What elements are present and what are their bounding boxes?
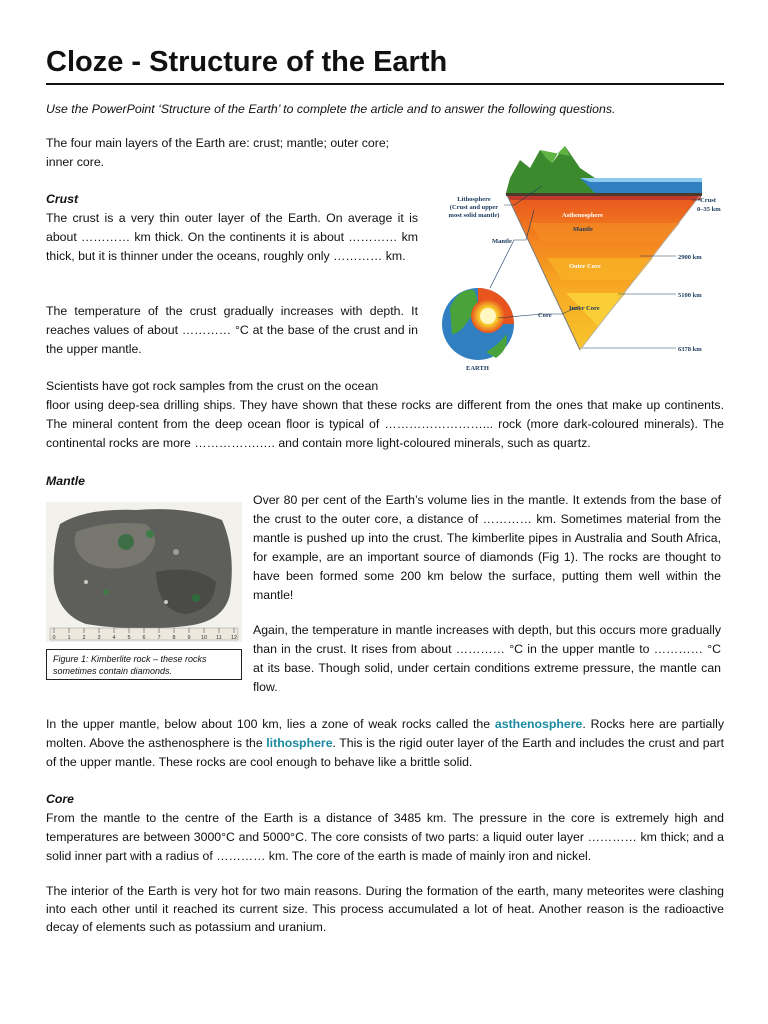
page-title: Cloze - Structure of the Earth	[46, 46, 448, 78]
ruler-number: 5	[127, 635, 131, 641]
core-paragraph-1: From the mantle to the centre of the Earth is a distance of 3485 km. The pressure in the core is extremely high and temperatures are between 3000°C and 5000°C. The core consists of two parts: a liquid outer layer ………… km thick; and a solid inner part with a radius of ………… km. The core of the earth is made of mainly iron and nickel.	[46, 811, 724, 863]
label-inner-core: Inner Core	[569, 305, 600, 312]
label-outer-core: Outer Core	[569, 263, 601, 270]
mantle-heading-block	[46, 472, 246, 491]
label-core: Core	[538, 312, 552, 319]
figure-caption: Figure 1: Kimberlite rock – these rocks sometimes contain diamonds.	[46, 649, 242, 680]
upper-text-3: . This is the rigid outer layer of the Earth and includes the crust and part of the upper mantle. These rocks are cool enough to behave like a brittle solid.	[46, 736, 724, 769]
crust-paragraph-2: The temperature of the crust gradually increases with depth. It reaches values of about ………… °C at the base of the crust and in the upper mantle.	[46, 304, 418, 356]
earth-globe	[442, 288, 514, 360]
term-asthenosphere: asthenosphere	[494, 717, 583, 731]
mantle-paragraph-2: Again, the temperature in mantle increases with depth, but this occurs more gradually than in the crust. It rises from about ………… °C in the upper mantle to ………… °C at its base. Though solid, under certain conditions extreme pressure, the mantle can flow.	[253, 623, 721, 694]
ruler-number: 1	[67, 635, 71, 641]
intro-line-2: inner core.	[46, 155, 105, 169]
label-lithosphere: Lithosphere	[457, 196, 491, 203]
crust-heading: Crust	[46, 192, 79, 206]
intro-paragraph	[46, 134, 418, 172]
term-lithosphere: lithosphere	[266, 736, 333, 750]
crust-paragraph-1: The crust is a very thin outer layer of the Earth. On average it is about ………… km thick. On the continents it is about ………… km thick, but it is thinner under the oceans, roughly only ………… km.	[46, 211, 418, 263]
instruction-text: Use the PowerPoint ‘Structure of the Earth’ to complete the article and to answer the following questions.	[46, 102, 616, 116]
upper-text-1: In the upper mantle, below about 100 km, lies a zone of weak rocks called the	[46, 717, 495, 731]
title-underline	[46, 83, 724, 85]
mantle-heading: Mantle	[46, 474, 85, 488]
label-lithosphere-sub1: (Crust and upper	[449, 204, 499, 211]
upper-mantle-paragraph	[46, 715, 724, 772]
label-depth-5100: 5100 km	[678, 292, 702, 299]
mantle-paragraph-1: Over 80 per cent of the Earth’s volume lies in the mantle. It extends from the base of the crust to the outer core, a distance of ………… km. Sometimes material from the mantle is pushed up into the crust. The kimberlite pipes in Australia and South Africa, for example, are an important source of diamonds (Fig 1). The rocks are thought to have been formed some 200 km below the surface, putting them well within the mantle!	[253, 493, 721, 602]
ruler-number: 8	[172, 635, 176, 641]
label-mantle-side: Mantle	[492, 238, 512, 245]
label-mantle-inner: Mantle	[573, 226, 593, 233]
label-asthenosphere: Asthenosphere	[562, 212, 604, 219]
ruler-number: 11	[216, 635, 222, 641]
surface-landscape	[506, 146, 702, 196]
label-crust: Crust	[700, 197, 716, 204]
label-depth-6378: 6378 km	[678, 346, 702, 353]
ruler-number: 2	[82, 635, 86, 641]
crust-paragraph-3-line1: Scientists have got rock samples from the crust on the ocean	[46, 379, 379, 393]
core-paragraph-2-block	[46, 882, 724, 936]
kimberlite-rock-photo	[46, 502, 242, 642]
crust-section	[46, 190, 418, 266]
ruler-number: 3	[97, 635, 101, 641]
ruler-number: 0	[52, 635, 56, 641]
core-section	[46, 790, 724, 866]
intro-line-1: The four main layers of the Earth are: crust; mantle; outer core;	[46, 136, 390, 150]
ruler-number: 10	[200, 635, 208, 641]
wedge-cross-section	[506, 193, 702, 350]
crust-paragraph-3-rest-block	[46, 396, 724, 453]
core-heading: Core	[46, 792, 75, 806]
upper-text-2: . Rocks here are partially molten. Above the asthenosphere is the	[46, 717, 724, 750]
mantle-paragraph-2-block	[253, 621, 721, 697]
core-paragraph-2: The interior of the Earth is very hot for two main reasons. During the formation of the earth, many meteorites were clashing into each other until it reached its current size. This process accumulated a lot of heat. Another reason is the radioactive decay of elements such as potassium and uranium.	[46, 884, 724, 934]
mantle-paragraph-1-block	[253, 491, 721, 605]
earth-structure-diagram	[430, 138, 724, 378]
ruler-number: 7	[157, 635, 161, 641]
label-lithosphere-sub2: most solid mantle)	[448, 212, 500, 219]
label-depth-2900: 2900 km	[678, 254, 702, 261]
upper-mantle-text	[46, 715, 724, 772]
label-crust-depth: 0–35 km	[697, 206, 721, 213]
ruler-number: 9	[187, 635, 191, 641]
ruler-number: 12	[230, 635, 238, 641]
crust-paragraph-3-rest: floor using deep-sea drilling ships. They have shown that these rocks are different from the ones that make up continents. The mineral content from the deep ocean floor is typical of ……………………... rock (more dark-coloured minerals). The continental rocks are more …………….…. and contain more light-coloured minerals, such as quartz.	[46, 398, 724, 450]
ruler-number: 4	[112, 635, 116, 641]
label-earth: EARTH	[466, 365, 489, 372]
ruler-number: 6	[142, 635, 146, 641]
crust-paragraph-3-start	[46, 377, 418, 396]
crust-paragraph-2-block	[46, 302, 418, 359]
